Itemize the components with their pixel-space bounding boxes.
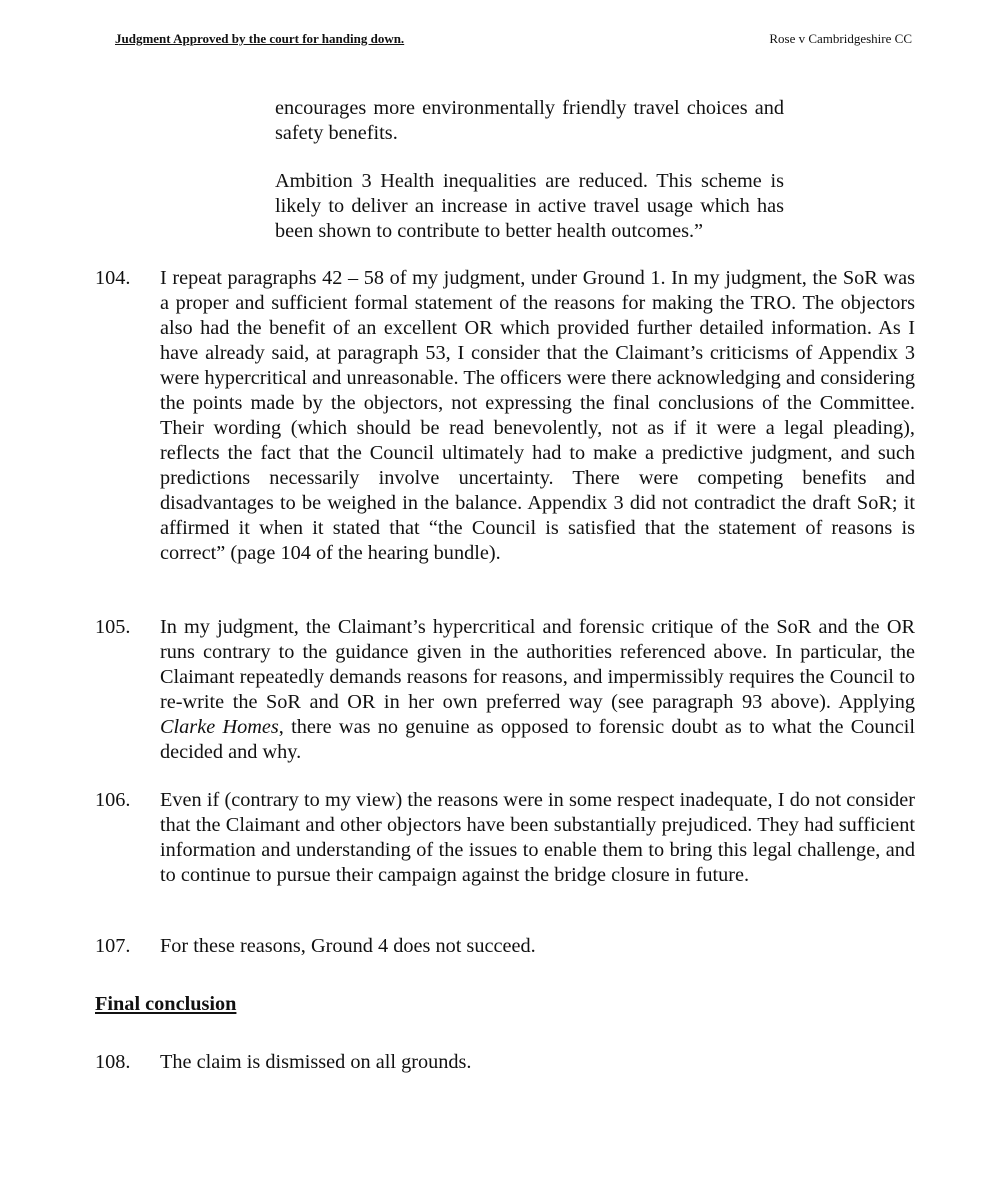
quoted-text-block xyxy=(275,96,784,146)
quote-paragraph-2: Ambition 3 Health inequalities are reduced. This scheme is likely to deliver an increase in active travel usage which has been shown to contribute to better health outcomes.” xyxy=(275,170,784,242)
paragraph-text: Even if (contrary to my view) the reasons were in some respect inadequate, I do not consider that the Claimant and other objectors have been substantially prejudiced. They had sufficient information and understanding of the issues to enable them to bring this legal challenge, and to continue to pursue their campaign against the bridge closure in future. xyxy=(160,789,915,886)
paragraph-number: 108. xyxy=(95,1051,131,1073)
paragraph-106 xyxy=(95,788,915,888)
paragraph-text-part: In my judgment, the Claimant’s hypercritical and forensic critique of the SoR and the OR runs contrary to the guidance given in the authorities referenced above. In particular, the Claimant repeatedly demands reasons for reasons, and impermissibly requires the Council to re-write the SoR and OR in her own preferred way (see paragraph 93 above). Applying xyxy=(160,616,915,713)
paragraph-104 xyxy=(95,266,915,566)
judgment-header-title: Judgment Approved by the court for handing down. xyxy=(115,31,405,46)
paragraph-text-part: , there was no genuine as opposed to forensic doubt as to what the Council decided and why. xyxy=(160,716,915,763)
paragraph-number: 107. xyxy=(95,935,131,957)
section-heading: Final conclusion xyxy=(95,993,237,1015)
paragraph-text: I repeat paragraphs 42 – 58 of my judgment, under Ground 1. In my judgment, the SoR was a proper and sufficient formal statement of the reasons for making the TRO. The objectors also had the benefit of an excellent OR which provided further detailed information. As I have already said, at paragraph 53, I consider that the Claimant’s criticisms of Appendix 3 were hypercritical and unreasonable. The officers were there acknowledging and considering the points made by the objectors, not expressing the final conclusions of the Committee. Their wording (which should be read benevolently, not as if it were a legal pleading), reflects the fact that the Council ultimately had to make a predictive judgment, and such predictions necessarily involve uncertainty. There were competing benefits and disadvantages to be weighed in the balance. Appendix 3 did not contradict the draft SoR; it affirmed it when it stated that “the Council is satisfied that the statement of reasons is correct” (page 104 of the hearing bundle). xyxy=(160,267,915,564)
paragraph-108 xyxy=(95,1050,915,1075)
paragraph-107 xyxy=(95,934,915,959)
paragraph-number: 104. xyxy=(95,267,131,289)
paragraph-105 xyxy=(95,615,915,765)
paragraph-text xyxy=(160,615,915,765)
paragraph-text: For these reasons, Ground 4 does not succeed. xyxy=(160,935,536,957)
paragraph-number: 106. xyxy=(95,789,131,811)
paragraph-number: 105. xyxy=(95,616,131,638)
quote-paragraph-1: encourages more environmentally friendly travel choices and safety benefits. xyxy=(275,97,784,144)
case-name: Rose v Cambridgeshire CC xyxy=(769,31,912,46)
quoted-text-block-2 xyxy=(275,169,784,244)
case-citation: Clarke Homes xyxy=(160,716,279,738)
paragraph-text: The claim is dismissed on all grounds. xyxy=(160,1051,472,1073)
